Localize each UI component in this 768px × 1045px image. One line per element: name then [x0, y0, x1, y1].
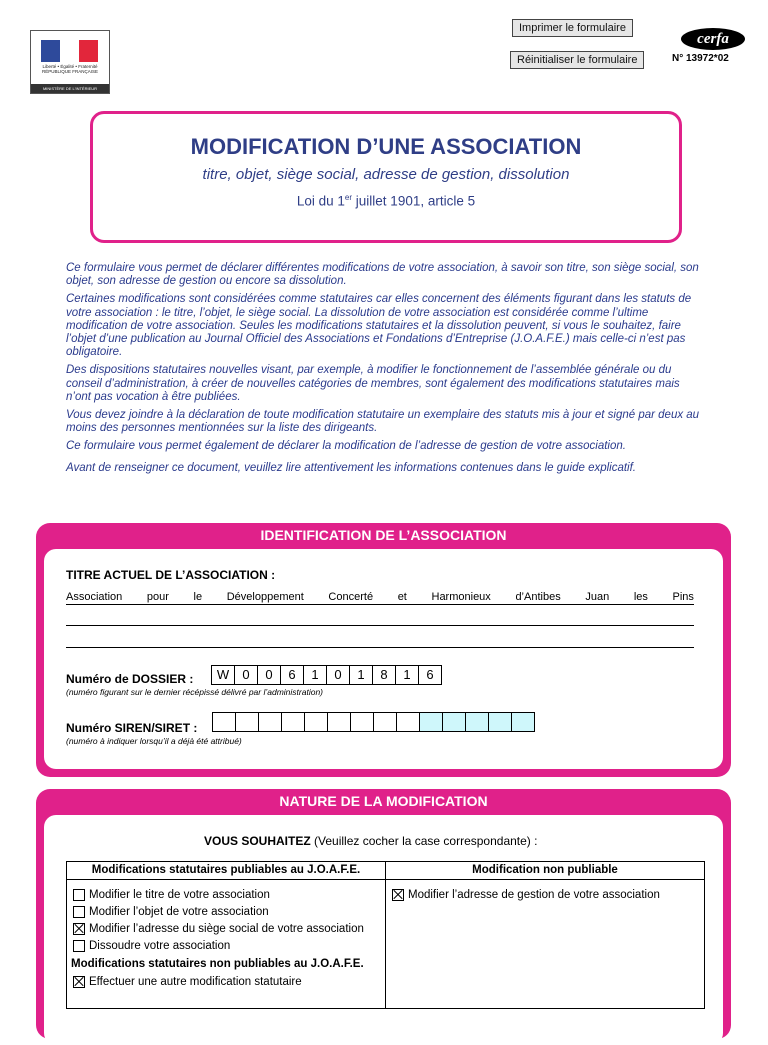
nature-prompt [204, 834, 537, 848]
option-modify-headquarters[interactable] [67, 920, 385, 937]
reset-form-button[interactable]: Réinitialiser le formulaire [510, 51, 644, 69]
siren-char [235, 712, 259, 732]
dossier-char: W [211, 665, 235, 685]
option-label: Dissoudre votre association [89, 939, 231, 952]
title-word: Développement [226, 591, 304, 603]
option-modify-object[interactable] [67, 903, 385, 920]
siren-char [304, 712, 328, 732]
flag-red [79, 40, 98, 62]
dossier-number-field[interactable] [212, 665, 442, 685]
option-label: Modifier le titre de votre association [89, 888, 270, 901]
form-title: MODIFICATION D’UNE ASSOCIATION [190, 134, 582, 159]
dossier-char: 1 [349, 665, 373, 685]
title-underline [66, 604, 694, 605]
association-title-field[interactable] [66, 591, 694, 603]
flag-blue [41, 40, 60, 62]
cerfa-number: N° 13972*02 [672, 53, 729, 64]
siren-char [327, 712, 351, 732]
dossier-char: 6 [280, 665, 304, 685]
law-prefix: Loi du 1 [296, 193, 345, 209]
title-word: et [397, 591, 407, 603]
law-suffix: juillet 1901, article 5 [352, 193, 476, 209]
prompt-rest: (Veuillez cocher la case correspondante) : [310, 834, 538, 848]
title-line-2[interactable] [66, 625, 694, 626]
title-word: le [193, 591, 203, 603]
siren-char [212, 712, 236, 732]
option-label: Modifier l’adresse du siège social de votre association [89, 922, 364, 935]
flag-white [60, 40, 79, 62]
title-word: Juan [585, 591, 610, 603]
law-sup: er [344, 193, 353, 202]
intro-paragraph: Vous devez joindre à la déclaration de toute modification statutaire un exemplaire des statuts mis à jour et signé par deux au moins des personnes mentionnées sur la liste des dirigeants. [66, 409, 700, 435]
publishable-column [67, 862, 386, 1008]
checkbox[interactable] [73, 889, 85, 901]
checkbox[interactable] [73, 906, 85, 918]
option-dissolve[interactable] [67, 937, 385, 954]
title-word: d’Antibes [515, 591, 561, 603]
intro-paragraph: Certaines modifications sont considérées comme statutaires car elles concernent des éléments figurant dans les statuts de votre association : le titre, l’objet, le siège social. La dissolution de votre association est considérée comme l’ultime modification de votre association. Seules les modifications statutaires et la dissolution peuvent, si vous le souhaitez, faire l’objet d’une publication au Journal Officiel des Associations et Fondations d’Entreprise (J.O.A.F.E.) mais celle-ci n’est pas obligatoire. [66, 293, 692, 359]
siren-number-field[interactable] [213, 712, 535, 732]
dossier-char: 1 [303, 665, 327, 685]
print-form-button[interactable]: Imprimer le formulaire [512, 19, 633, 37]
siren-char [281, 712, 305, 732]
siren-char [396, 712, 420, 732]
dossier-char: 1 [395, 665, 419, 685]
title-word: les [633, 591, 648, 603]
republique-francaise-logo [30, 30, 110, 94]
form-subtitle: titre, objet, siège social, adresse de gestion, dissolution [202, 166, 570, 183]
title-box [90, 111, 682, 243]
siren-note: (numéro à indiquer lorsqu’il a déjà été attribué) [66, 736, 242, 746]
siret-char [465, 712, 489, 732]
siret-char [442, 712, 466, 732]
title-word: Harmonieux [431, 591, 491, 603]
intro-paragraph: Des dispositions statutaires nouvelles visant, par exemple, à modifier le fonctionnement de l’assemblée générale ou du conseil d’administration, à créer de nouvelles catégories de membres, sont également des modifications statutaires mais n’ont pas vocation à être publiées. [66, 364, 680, 403]
siret-char [488, 712, 512, 732]
logo-ministry: MINISTÈRE DE L'INTÉRIEUR [31, 84, 109, 93]
intro-text [66, 262, 704, 480]
law-reference [93, 193, 679, 209]
option-label: Modifier l’adresse de gestion de votre association [408, 888, 660, 901]
dossier-char: 6 [418, 665, 442, 685]
title-word: Association [66, 591, 123, 603]
title-label: TITRE ACTUEL DE L’ASSOCIATION : [66, 568, 276, 582]
flag-icon [41, 40, 97, 62]
dossier-label: Numéro de DOSSIER : [66, 672, 194, 686]
siret-char [511, 712, 535, 732]
dossier-char: 0 [257, 665, 281, 685]
nature-header: NATURE DE LA MODIFICATION [279, 793, 488, 809]
prompt-bold: VOUS SOUHAITEZ [204, 834, 311, 848]
checkbox[interactable] [73, 940, 85, 952]
title-word: Pins [672, 591, 694, 603]
siren-char [350, 712, 374, 732]
siret-char [419, 712, 443, 732]
non-publishable-header: Modification non publiable [386, 862, 704, 880]
title-line-3[interactable] [66, 647, 694, 648]
option-label: Effectuer une autre modification statutaire [89, 975, 302, 988]
option-modify-title[interactable] [67, 886, 385, 903]
siren-char [373, 712, 397, 732]
option-modify-management-address[interactable] [386, 886, 704, 903]
option-other-statutory[interactable] [67, 973, 385, 990]
non-publishable-column [386, 862, 704, 1008]
option-label: Modifier l’objet de votre association [89, 905, 269, 918]
intro-paragraph: Avant de renseigner ce document, veuillez lire attentivement les informations contenues dans le guide explicatif. [66, 461, 637, 474]
intro-paragraph: Ce formulaire vous permet de déclarer différentes modifications de votre association, à savoir son titre, son siège social, son objet, son adresse de gestion ou encore sa dissolution. [66, 262, 699, 288]
checkbox-checked[interactable] [73, 923, 85, 935]
dossier-char: 0 [326, 665, 350, 685]
non-publishable-statutory-header: Modifications statutaires non publiables au J.O.A.F.E. [71, 958, 364, 970]
publishable-header: Modifications statutaires publiables au J.O.A.F.E. [67, 862, 385, 880]
dossier-char: 8 [372, 665, 396, 685]
title-word: Concerté [328, 591, 374, 603]
title-word: pour [146, 591, 169, 603]
checkbox-checked[interactable] [392, 889, 404, 901]
modification-table [66, 861, 705, 1009]
checkbox-checked[interactable] [73, 976, 85, 988]
cerfa-logo: cerfa [681, 28, 745, 50]
siren-char [258, 712, 282, 732]
logo-text: Liberté • Égalité • Fraternité RÉPUBLIQUE FRANÇAISE [41, 64, 98, 74]
identification-header: IDENTIFICATION DE L’ASSOCIATION [260, 527, 507, 543]
dossier-char: 0 [234, 665, 258, 685]
intro-paragraph: Ce formulaire vous permet également de déclarer la modification de l’adresse de gestion de votre association. [66, 440, 626, 453]
dossier-note: (numéro figurant sur le dernier récépissé délivré par l’administration) [66, 687, 324, 697]
siren-label: Numéro SIREN/SIRET : [66, 721, 198, 735]
